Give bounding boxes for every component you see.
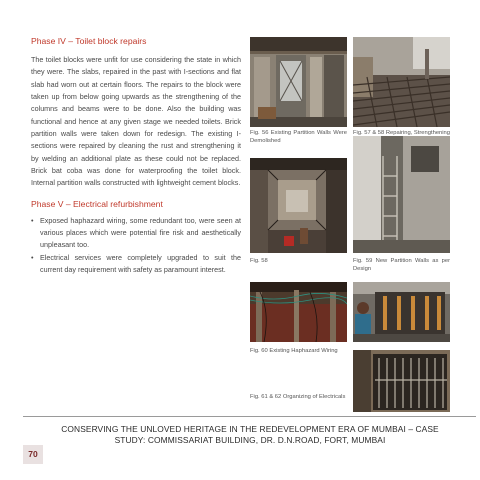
fig60-photo xyxy=(250,282,347,342)
phase5-bullets xyxy=(31,215,241,277)
fig57-caption: Fig. 57 & 58 Repairing, Strengthening xyxy=(353,130,450,136)
footer-title-line2: STUDY: COMMISSARIAT BUILDING, DR. D.N.ROAD, FORT, MUMBAI xyxy=(114,435,386,445)
fig58-photo xyxy=(250,158,347,253)
bullet-item: • Electrical services were completely upgraded to suit the current day requirement with safety as paramount interest. xyxy=(31,252,241,275)
footer-divider xyxy=(23,416,476,417)
bullet-item: • Exposed haphazard wiring, some redundant too, were seen at various places which were potential fire risk and aesthetically unpleasant too. xyxy=(31,215,241,250)
fig61-photo xyxy=(353,282,450,342)
text-column xyxy=(31,36,241,277)
fig58-caption: Fig. 58 xyxy=(250,258,268,264)
fig56-caption: Fig. 56 Existing Partition Walls Were Demolished xyxy=(250,130,347,144)
fig56-photo xyxy=(250,37,347,127)
fig57-photo xyxy=(353,37,450,127)
phase4-heading: Phase IV – Toilet block repairs xyxy=(31,36,147,46)
fig59-caption: Fig. 59 New Partition Walls as per Design xyxy=(353,258,450,272)
footer-title xyxy=(26,424,474,446)
fig62-photo xyxy=(353,350,450,412)
fig59-photo xyxy=(353,136,450,253)
fig60-caption: Fig. 60 Existing Haphazard Wiring xyxy=(250,348,338,354)
phase5-heading: Phase V – Electrical refurbishment xyxy=(31,198,163,209)
bullet-text: Electrical services were completely upgraded to suit the current day requirement with safety as paramount interest. xyxy=(40,252,241,275)
footer-title-line1: CONSERVING THE UNLOVED HERITAGE IN THE REDEVELOPMENT ERA OF MUMBAI – CASE xyxy=(61,424,439,434)
page-number: 70 xyxy=(23,445,43,464)
bullet-text: Exposed haphazard wiring, some redundant too, were seen at various places which were potential fire risk and aesthetically unpleasant too. xyxy=(40,215,241,250)
phase4-paragraph: The toilet blocks were unfit for use considering the state in which they were. The slabs, repaired in the past with I-sections and flat slab had worn out at certain floors. The repairs to the block were taken up from below going upwards as the strengthening of the columns and beams were to be done. Also the building was functional and hence at any given stage we needed toilets. Brick partition walls were taken down for redesign. The existing I-sections were repaired by cleaning the rust and strengthening it by welding an additional plate as these could not be replaced. Brick bat coba was done for waterproofing the toilet block. Internal partition walls constructed with lightweight cement blocks. xyxy=(31,55,241,188)
fig61-caption: Fig. 61 & 62 Organizing of Electricals xyxy=(250,394,346,400)
